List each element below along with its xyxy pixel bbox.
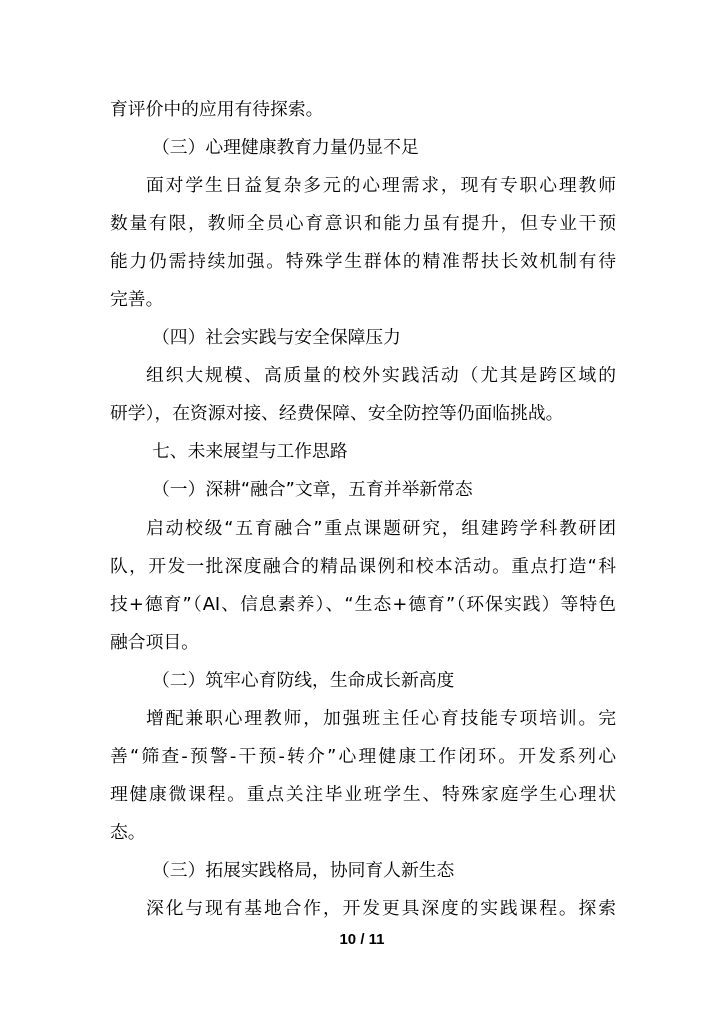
subsection-heading: （二）筑牢心育防线，生命成长新高度 [152, 669, 455, 691]
paragraph-line: 启动校级“五育融合”重点课题研究，组建跨学科教研团 [146, 517, 616, 539]
paragraph-line: 理健康微课程。重点关注毕业班学生、特殊家庭学生心理状 [110, 783, 616, 805]
paragraph-line: 能力仍需持续加强。特殊学生群体的精准帮扶长效机制有待 [110, 251, 616, 273]
paragraph-line: 融合项目。 [110, 631, 199, 653]
paragraph-line: 面对学生日益复杂多元的心理需求，现有专职心理教师 [146, 175, 616, 197]
section-heading: 七、未来展望与工作思路 [152, 441, 348, 463]
paragraph-line: 技+德育”（AI、信息素养）、“生态+德育”（环保实践）等特色 [110, 593, 616, 615]
paragraph-line: 深化与现有基地合作，开发更具深度的实践课程。探索 [146, 897, 616, 919]
paragraph-line: 完善。 [110, 289, 164, 311]
body-text [110, 91, 616, 928]
paragraph-line: 善“筛查-预警-干预-转介”心理健康工作闭环。开发系列心 [110, 745, 616, 767]
subsection-heading: （一）深耕“融合”文章，五育并举新常态 [152, 479, 473, 501]
paragraph-line: 态。 [110, 821, 146, 843]
paragraph-line: 组织大规模、高质量的校外实践活动（尤其是跨区域的 [146, 365, 616, 387]
paragraph-line: 队，开发一批深度融合的精品课例和校本活动。重点打造“科 [110, 555, 616, 577]
subsection-heading: （三）心理健康教育力量仍显不足 [152, 137, 419, 159]
subsection-heading: （三）拓展实践格局，协同育人新生态 [152, 859, 455, 881]
paragraph-line: 育评价中的应用有待探索。 [110, 99, 324, 120]
page-number: 10 / 11 [339, 931, 385, 948]
paragraph-line: 增配兼职心理教师，加强班主任心育技能专项培训。完 [146, 707, 616, 729]
paragraph-line: 数量有限，教师全员心育意识和能力虽有提升，但专业干预 [110, 213, 616, 235]
subsection-heading: （四）社会实践与安全保障压力 [152, 327, 401, 349]
paragraph-line: 研学），在资源对接、经费保障、安全防控等仍面临挑战。 [110, 403, 564, 425]
